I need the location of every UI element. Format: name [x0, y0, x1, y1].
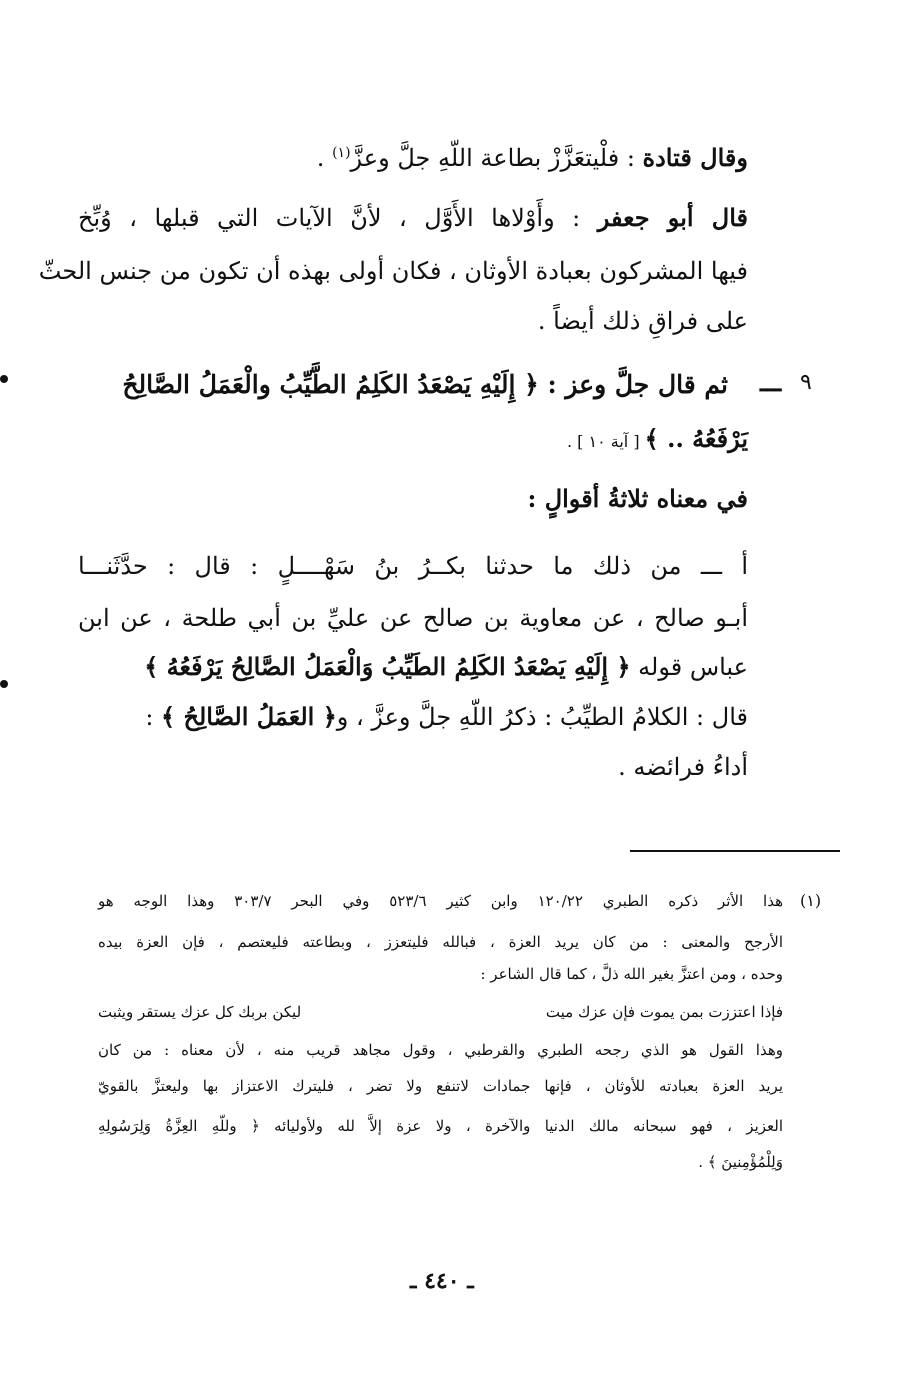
- item-dash: ـــ: [760, 368, 782, 397]
- para-a-quote-4: ﴿ العَمَلُ الصَّالِحُ ﴾: [161, 702, 337, 731]
- para-a-line-1: أ ـــ من ذلك ما حدثنا بكــرُ بنُ سَهْــــلٍ : قال : حدَّثَنـــا: [78, 552, 748, 580]
- footnote-line-6: يريد العزة بعبادته للأوثان ، فإنها جمادات لاتنفع ولا تضر ، فليترك الاعتزاز بها وليعتزَّ بالقويّ: [98, 1077, 783, 1095]
- speaker-abu-jafar: قال أبو جعفر: [597, 203, 749, 232]
- para-a-prefix-4: قال : الكلامُ الطيِّبُ : ذكرُ اللّهِ جلَّ وعزَّ ، و: [336, 703, 748, 731]
- footnote-poem: [98, 1000, 783, 1024]
- verse-line-2: [567, 422, 748, 459]
- abu-jafar-line-1: [78, 201, 748, 235]
- poem-hemistich-2: ليكن بربك كل عزك يستقر ويثبت: [98, 1003, 302, 1021]
- para-a-line-5: أداءُ فرائضه .: [618, 753, 748, 781]
- para-a-suffix-4: :: [145, 703, 162, 731]
- para-a-line-4: [145, 700, 748, 734]
- para-a-prefix-3: عباس قوله: [630, 653, 748, 681]
- verse-quote-2: يَرْفَعُهُ .. ﴾: [644, 424, 748, 453]
- abu-jafar-line-3: على فراقِ ذلك أيضاً .: [537, 307, 748, 335]
- footnote-line-7: العزيز ، فهو سبحانه مالك الدنيا والآخرة ، ولا عزة إلاَّ لله ولأوليائه ﴿ وللّهِ العِزَّةُ وَلِرَسُولِهِ: [98, 1117, 783, 1135]
- verse-intro: ثم قال جلَّ وعز :: [538, 370, 728, 399]
- footnote-line-8: وَلِلْمُؤْمِنينَ ﴾ .: [698, 1153, 783, 1171]
- footnote-separator: [630, 850, 840, 852]
- edge-mark-bottom: [0, 680, 8, 688]
- footnote-line-3: وحده ، ومن اعتزَّ بغير الله ذلَّ ، كما قال الشاعر :: [480, 965, 783, 983]
- abu-jafar-text-1: : وأَوْلاها الأَوَّل ، لأنَّ الآيات التي قبلها ، وُبِّخ: [78, 204, 598, 232]
- item-number: ٩: [800, 370, 812, 395]
- qatada-line: [317, 136, 748, 175]
- speaker-qatada: وقال قتادة: [642, 143, 748, 172]
- para-a-quote-3: ﴿ إِلَيْهِ يَصْعَدُ الكَلِمُ الطَيِّبُ وَالْعَمَلُ الصَّالِحُ يَرْفَعُهُ ﴾: [144, 652, 631, 681]
- page-number: ـ ٤٤٠ ـ: [410, 1268, 474, 1294]
- footnote-line-1: هذا الأثر ذكره الطبري ١٢٠/٢٢ وابن كثير ٥٢٣/٦ وفي البحر ٣٠٣/٧ وهذا الوجه هو: [98, 892, 783, 910]
- footnote-number: (١): [800, 891, 822, 910]
- verse-line-1: [122, 368, 728, 402]
- abu-jafar-line-2: فيها المشركون بعبادة الأوثان ، فكان أولى بهذه أن تكون من جنس الحثّ: [38, 257, 748, 285]
- verse-quote-1: ﴿ إِلَيْهِ يَصْعَدُ الكَلِمُ الطَّيِّبُ والْعَمَلُ الصَّالِحُ: [122, 370, 539, 399]
- ayah-reference: [ آية ١٠ ] .: [567, 432, 645, 451]
- qatada-end: .: [316, 144, 333, 172]
- edge-mark-top: [0, 375, 8, 383]
- footnote-ref: (١): [332, 145, 351, 161]
- section-heading: في معناه ثلاثةُ أقوالٍ :: [527, 484, 748, 513]
- footnote-line-5: وهذا القول هو الذي رجحه الطبري والقرطبي ، وقول مجاهد قريب منه ، لأن معناه : من كان: [98, 1041, 783, 1059]
- poem-hemistich-1: فإذا اعتززت بمن يموت فإن عزك ميت: [545, 1003, 783, 1021]
- para-a-line-3: [144, 650, 748, 684]
- para-a-line-2: أبـو صالح ، عن معاوية بن صالح عن عليِّ بن أبي طلحة ، عن ابن: [78, 604, 748, 632]
- footnote-line-2: الأرجح والمعنى : من كان يريد العزة ، فبالله فليتعزز ، وبطاعته فليعتصم ، فإن العزة بيده: [98, 933, 783, 951]
- qatada-text: : فلْيتعَزَّزْ بطاعة اللّهِ جلَّ وعزَّ: [350, 144, 643, 172]
